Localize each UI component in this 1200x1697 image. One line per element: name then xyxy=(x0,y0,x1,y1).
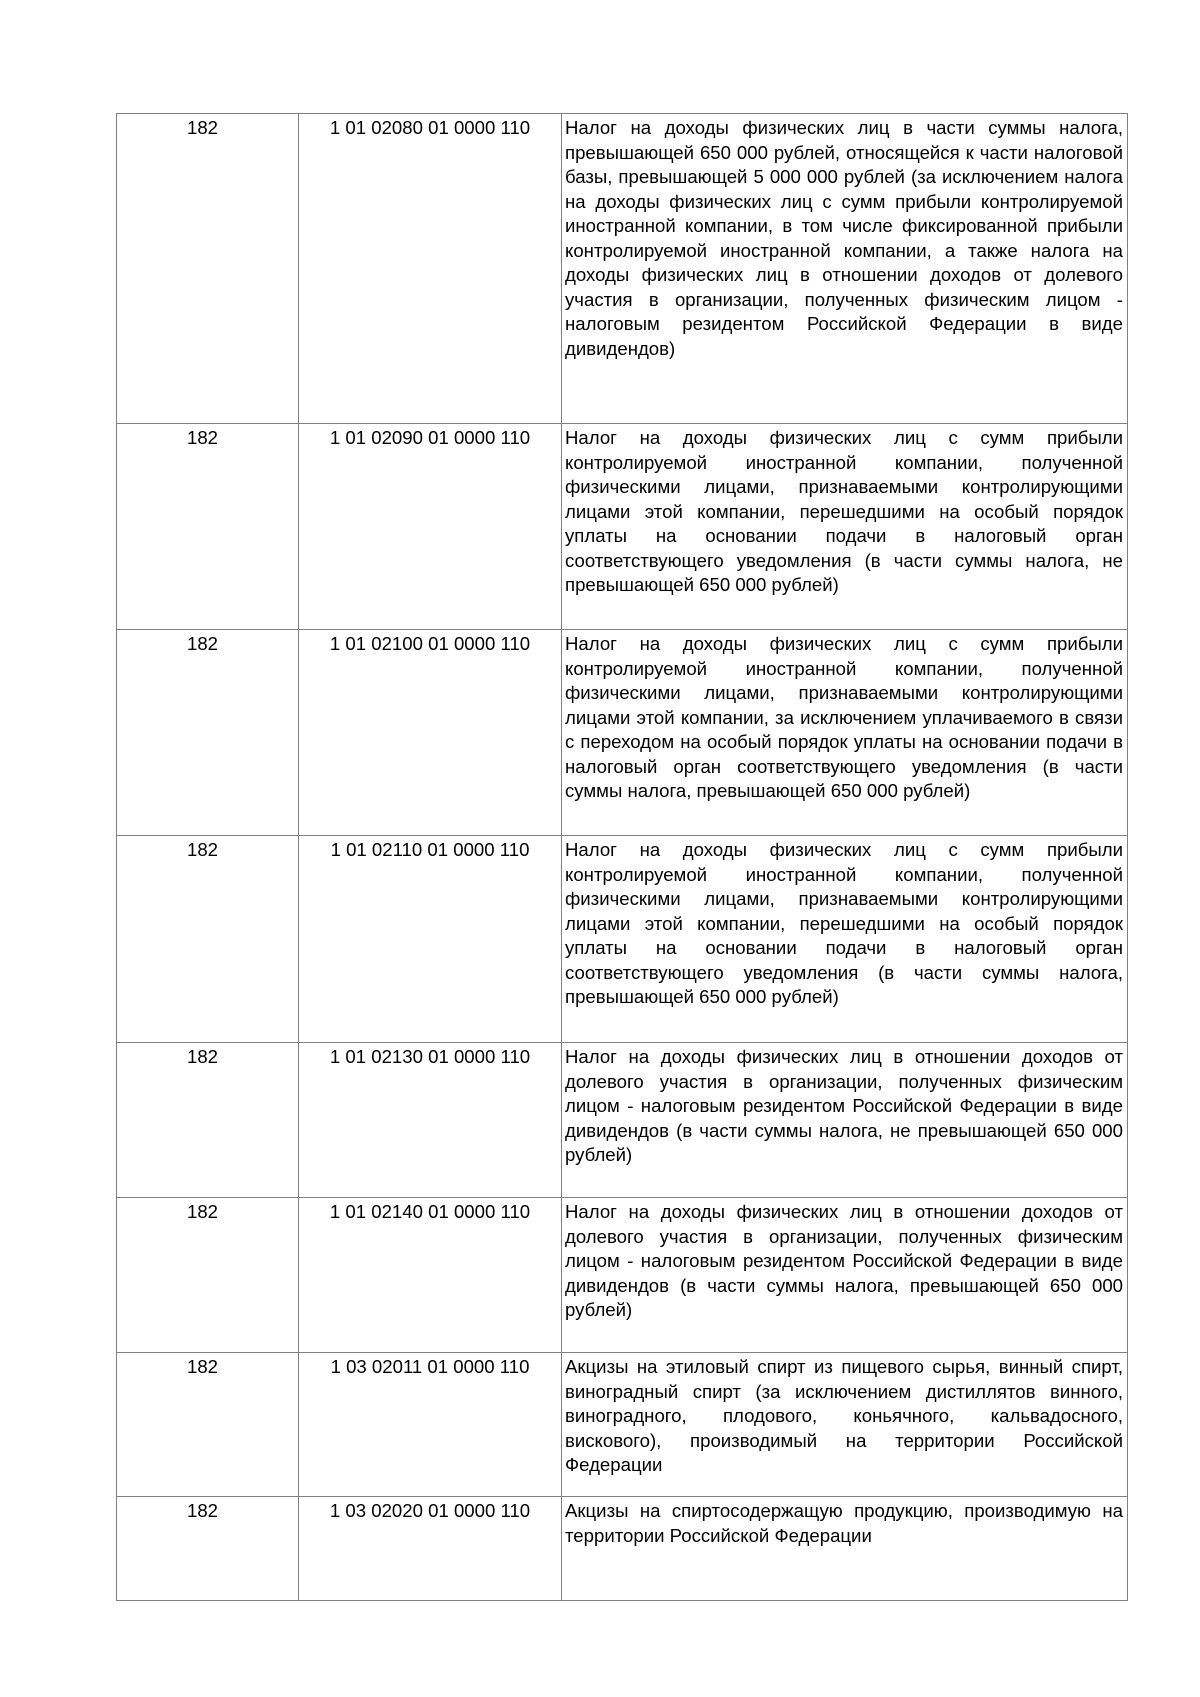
budget-code-cell: 1 01 02130 01 0000 110 xyxy=(299,1043,562,1198)
table-body xyxy=(117,114,1128,1601)
revenue-name-cell: Налог на доходы физических лиц в отношении доходов от долевого участия в организации, полученных физическим лицом - налоговым резидентом Российской Федерации в виде дивидендов (в части суммы налога, не превышающей 650 000 рублей) xyxy=(562,1043,1128,1198)
admin-code-cell xyxy=(117,424,299,630)
table-row xyxy=(117,630,1128,836)
admin-code: 182 xyxy=(186,633,219,654)
admin-code: 182 xyxy=(186,427,219,448)
admin-code-cell xyxy=(117,836,299,1043)
admin-code-cell xyxy=(117,1198,299,1353)
admin-code-cell xyxy=(117,114,299,424)
revenue-name-cell: Акцизы на этиловый спирт из пищевого сырья, винный спирт, виноградный спирт (за исключением дистиллятов винного, виноградного, плодового, коньячного, кальвадосного, вискового), производимый на территории Российской Федерации xyxy=(562,1353,1128,1497)
table-row xyxy=(117,1043,1128,1198)
admin-code-cell xyxy=(117,1353,299,1497)
revenue-name-cell: Налог на доходы физических лиц с сумм прибыли контролируемой иностранной компании, полученной физическими лицами, признаваемыми контролирующими лицами этой компании, за исключением уплачиваемого в связи с переходом на особый порядок уплаты на основании подачи в налоговый орган соответствующего уведомления (в части суммы налога, превышающей 650 000 рублей) xyxy=(562,630,1128,836)
budget-code-cell: 1 01 02090 01 0000 110 xyxy=(299,424,562,630)
admin-code: 182 xyxy=(186,117,219,138)
revenue-name-cell: Налог на доходы физических лиц с сумм прибыли контролируемой иностранной компании, полученной физическими лицами, признаваемыми контролирующими лицами этой компании, перешедшими на особый порядок уплаты на основании подачи в налоговый орган соответствующего уведомления (в части суммы налога, превышающей 650 000 рублей) xyxy=(562,836,1128,1043)
admin-code: 182 xyxy=(186,839,219,860)
table-row xyxy=(117,1353,1128,1497)
revenue-name-cell: Налог на доходы физических лиц в отношении доходов от долевого участия в организации, полученных физическим лицом - налоговым резидентом Российской Федерации в виде дивидендов (в части суммы налога, превышающей 650 000 рублей) xyxy=(562,1198,1128,1353)
revenue-name-cell: Налог на доходы физических лиц с сумм прибыли контролируемой иностранной компании, полученной физическими лицами, признаваемыми контролирующими лицами этой компании, перешедшими на особый порядок уплаты на основании подачи в налоговый орган соответствующего уведомления (в части суммы налога, не превышающей 650 000 рублей) xyxy=(562,424,1128,630)
revenue-codes-table xyxy=(116,113,1128,1601)
admin-code: 182 xyxy=(186,1201,219,1222)
budget-code-cell: 1 01 02100 01 0000 110 xyxy=(299,630,562,836)
admin-code-cell xyxy=(117,1497,299,1601)
table-row xyxy=(117,424,1128,630)
table-row xyxy=(117,1198,1128,1353)
budget-code-cell: 1 03 02011 01 0000 110 xyxy=(299,1353,562,1497)
admin-code: 182 xyxy=(186,1046,219,1067)
revenue-name-cell: Акцизы на спиртосодержащую продукцию, производимую на территории Российской Федерации xyxy=(562,1497,1128,1601)
budget-code-cell: 1 01 02110 01 0000 110 xyxy=(299,836,562,1043)
table-row xyxy=(117,836,1128,1043)
admin-code-cell xyxy=(117,630,299,836)
budget-code-cell: 1 01 02080 01 0000 110 xyxy=(299,114,562,424)
table-row xyxy=(117,114,1128,424)
admin-code: 182 xyxy=(186,1356,219,1377)
budget-code-cell: 1 03 02020 01 0000 110 xyxy=(299,1497,562,1601)
admin-code: 182 xyxy=(186,1500,219,1521)
table-row xyxy=(117,1497,1128,1601)
revenue-name-cell: Налог на доходы физических лиц в части суммы налога, превышающей 650 000 рублей, относящейся к части налоговой базы, превышающей 5 000 000 рублей (за исключением налога на доходы физических лиц с сумм прибыли контролируемой иностранной компании, в том числе фиксированной прибыли контролируемой иностранной компании, а также налога на доходы физических лиц в отношении доходов от долевого участия в организации, полученных физическим лицом - налоговым резидентом Российской Федерации в виде дивидендов) xyxy=(562,114,1128,424)
admin-code-cell xyxy=(117,1043,299,1198)
budget-code-cell: 1 01 02140 01 0000 110 xyxy=(299,1198,562,1353)
